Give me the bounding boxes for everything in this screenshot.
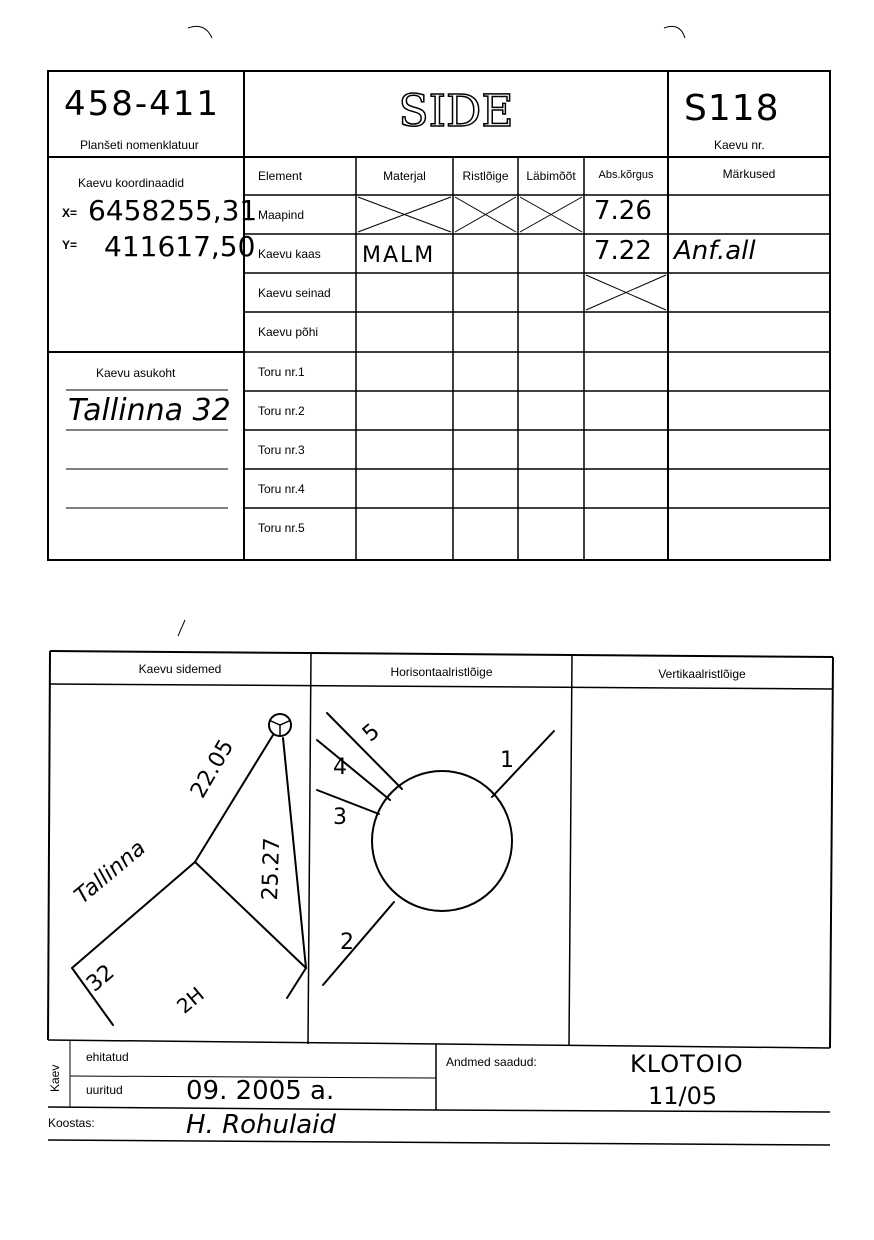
pipe-label-2: 2: [340, 930, 354, 955]
punch-mark-left: [188, 26, 212, 38]
location-label: Kaevu asukoht: [96, 366, 176, 380]
crossed-cell-maapind-diameter: [520, 197, 582, 232]
measure-line-25-27: [283, 738, 306, 968]
kaevu-kaas-remarks: Anf.all: [674, 236, 756, 266]
building-edge-1: [195, 862, 306, 968]
row-label-toru-3: Toru nr.3: [258, 443, 305, 457]
col-header-abs-height: Abs.kõrgus: [598, 169, 654, 181]
col-header-remarks: Märkused: [722, 167, 776, 181]
header-well-ties: Kaevu sidemed: [138, 662, 222, 676]
kaevu-kaas-abs-height: 7.22: [594, 236, 652, 266]
sketch-house-number: 32: [82, 960, 120, 998]
pipe-line-3: [317, 790, 379, 814]
data-received-value-1: KLOTOIO: [630, 1050, 744, 1078]
sketch-distance-2: 25.27: [258, 837, 286, 901]
coord-y-label: Y=: [62, 238, 78, 252]
kaevu-kaas-material: MALM: [362, 243, 436, 268]
pipe-label-3: 3: [333, 805, 347, 830]
pipe-line-4: [317, 740, 390, 800]
footer-side-label: Kaev: [48, 1064, 62, 1092]
row-label-kaevu-seinad: Kaevu seinad: [258, 286, 331, 300]
author-value: H. Rohulaid: [186, 1110, 336, 1140]
crossed-cell-seinad-height: [586, 275, 666, 310]
row-label-kaevu-pohi: Kaevu põhi: [258, 325, 319, 339]
row-label-toru-1: Toru nr.1: [258, 365, 305, 379]
col-header-crosssection: Ristlõige: [462, 169, 509, 183]
header-horizontal-section: Horisontaalristlõige: [390, 665, 493, 679]
author-label: Koostas:: [48, 1116, 95, 1130]
col-header-material: Materjal: [383, 169, 426, 183]
well-number-label: Kaevu nr.: [714, 138, 765, 152]
punch-mark-right: [664, 26, 685, 38]
coord-x-value: 6458255,31: [88, 194, 258, 227]
row-label-toru-5: Toru nr.5: [258, 521, 305, 535]
row-label-toru-4: Toru nr.4: [258, 482, 305, 496]
col-header-element: Element: [258, 169, 303, 183]
surveyed-label: uuritud: [86, 1083, 123, 1097]
header-vertical-section: Vertikaalristlõige: [658, 667, 746, 681]
surveyed-value: 09. 2005 a.: [186, 1076, 335, 1106]
col-header-diameter: Läbimõõt: [526, 169, 576, 183]
pipe-label-1: 1: [500, 748, 514, 773]
pipe-line-2: [323, 902, 394, 985]
row-label-toru-2: Toru nr.2: [258, 404, 305, 418]
data-received-label: Andmed saadud:: [446, 1055, 537, 1069]
crossed-cell-maapind-material: [358, 197, 451, 232]
form-title: SIDE: [398, 86, 514, 137]
crossed-cell-maapind-crosssection: [455, 197, 516, 232]
pipe-label-4: 4: [333, 755, 347, 780]
pipe-label-5: 5: [358, 719, 385, 748]
plan-sheet-value: 458-411: [64, 84, 221, 124]
maapind-abs-height: 7.26: [594, 196, 652, 226]
row-label-kaevu-kaas: Kaevu kaas: [258, 247, 321, 261]
plan-sheet-label: Planšeti nomenklatuur: [80, 138, 199, 152]
sketch-distance-1: 22.05: [186, 735, 240, 803]
row-label-maapind: Maapind: [258, 208, 305, 222]
sketch-house-number-2: 2H: [172, 982, 209, 1019]
coord-y-value: 411617,50: [104, 230, 256, 263]
coordinates-label: Kaevu koordinaadid: [78, 176, 185, 190]
building-edge-4: [287, 968, 306, 998]
sketch-street-name: Tallinna: [70, 835, 151, 910]
location-value: Tallinna 32: [68, 393, 231, 428]
coord-x-label: X=: [62, 206, 78, 220]
data-received-value-2: 11/05: [648, 1082, 718, 1110]
well-circle: [372, 771, 512, 911]
built-label: ehitatud: [86, 1050, 129, 1064]
well-number-value: S118: [684, 88, 780, 129]
